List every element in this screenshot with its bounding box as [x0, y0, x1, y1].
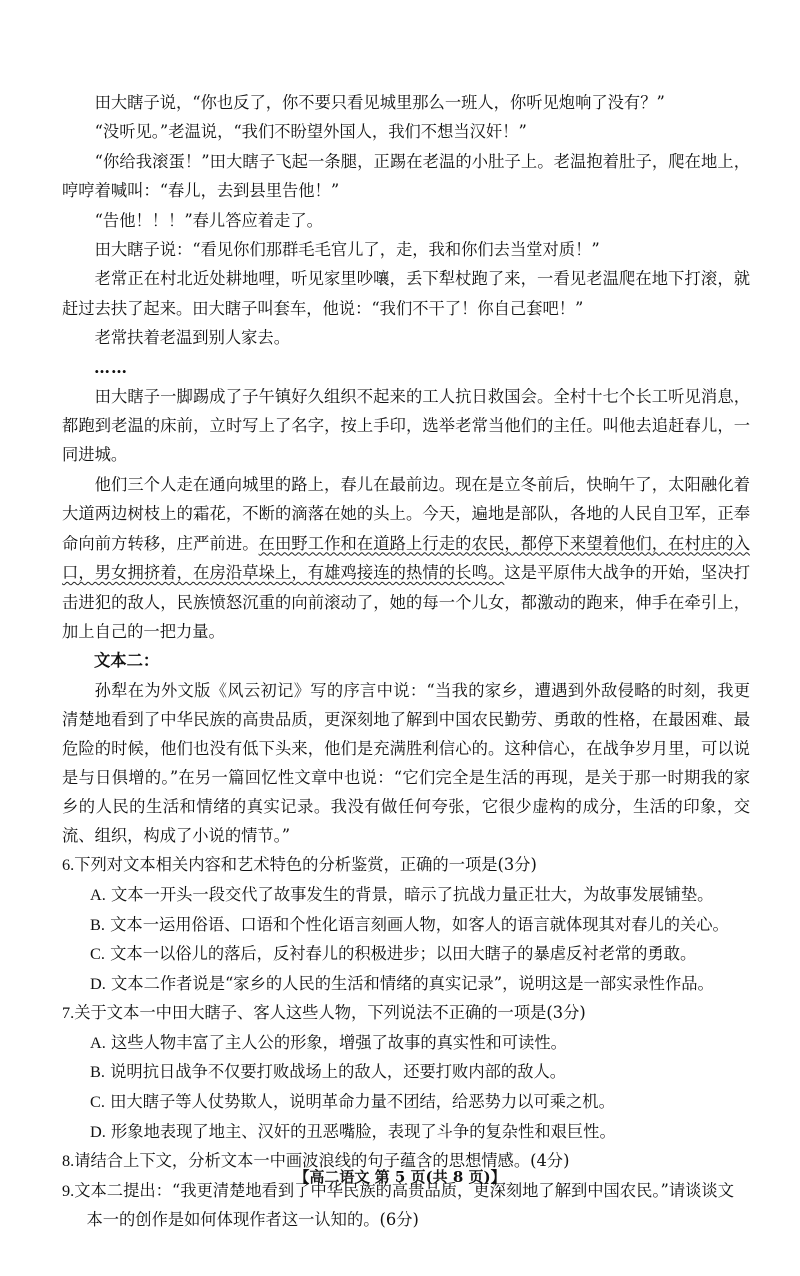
option-text: 文本一运用俗语、口语和个性化语言刻画人物，如客人的语言就体现其对春儿的关心。 [110, 914, 729, 934]
option-text: 这些人物丰富了主人公的形象，增强了故事的真实性和可读性。 [111, 1032, 567, 1052]
question-7-option-d [62, 1117, 750, 1147]
question-6-option-c [62, 939, 750, 969]
text2-heading: 文本二： [94, 651, 160, 671]
option-letter: C. [90, 944, 105, 964]
question-stem: 关于文本一中田大瞎子、客人这些人物，下列说法不正确的一项是(3分) [74, 1003, 586, 1023]
text1-paragraph: 田大瞎子说：“看见你们那群毛毛官儿了，走，我和你们去当堂对质！” [94, 240, 600, 260]
question-7 [62, 998, 750, 1028]
option-text: 田大瞎子等人仗势欺人，说明革命力量不团结，给恶势力以可乘之机。 [110, 1092, 615, 1112]
question-7-option-c [62, 1087, 750, 1117]
question-number: 8. [62, 1151, 75, 1171]
text1-paragraph: “没听见。”老温说，“我们不盼望外国人，我们不想当汉奸！” [94, 122, 527, 142]
option-letter: D. [90, 973, 106, 993]
text1-paragraph: “你给我滚蛋！”田大瞎子飞起一条腿，正踢在老温的小肚子上。老温抱着肚子，爬在地上，哼哼着喊叫：“春儿，去到县里告他！” [62, 151, 750, 201]
question-6-option-d [62, 969, 750, 999]
text1-paragraph: “告他！！！”春儿答应着走了。 [94, 210, 323, 230]
option-letter: B. [90, 1062, 105, 1082]
option-letter: A. [90, 1032, 106, 1052]
final-paragraph-start: 他们三个人走在通向城里的路上，春儿在最前边。现在是立冬前后，快晌午了，太阳融化着大道两边树枝上的霜花，不断的滴落在她的头上。今天，遍地是部队，各地的人民自卫军，正奉命向前方转移，庄严前进。 [62, 474, 750, 553]
question-6-option-a [62, 880, 750, 910]
text1-paragraph: 老常扶着老温到别人家去。 [94, 328, 290, 348]
question-number: 7. [62, 1003, 75, 1023]
text1-paragraph: 田大瞎子一脚踢成了子午镇好久组织不起来的工人抗日救国会。全村十七个长工听见消息，都跑到老温的床前，立时写上了名字，按上手印，选举老常当他们的主任。叫他去追赶春儿，一同进城。 [62, 386, 750, 465]
final-paragraph-end: 这是平原伟大战争的开始，坚决打击进犯的敌人，民族愤怒沉重的向前滚动了，她的每一个儿女，都激动的跑来，伸手在牵引上，加上自己的一把力量。 [62, 563, 750, 641]
omission-ellipsis: …… [94, 357, 128, 377]
option-text: 文本二作者说是“家乡的人民的生活和情绪的真实记录”，说明这是一部实录性作品。 [111, 973, 714, 993]
option-letter: C. [90, 1092, 105, 1112]
question-7-option-a [62, 1028, 750, 1058]
option-letter: A. [90, 884, 106, 904]
option-text: 说明抗日战争不仅要打败战场上的敌人，还要打败内部的敌人。 [110, 1062, 567, 1082]
text2-paragraph: 孙犁在为外文版《风云初记》写的序言中说：“当我的家乡，遭遇到外敌侵略的时刻，我更清楚地看到了中华民族的高贵品质，更深刻地了解到中国农民勤劳、勇敢的性格，在最困难、最危险的时候，他们也没有低下头来，他们是充满胜利信心的。这种信心，在战争岁月里，可以说是与日俱增的。”在另一篇回忆性文章中也说：“它们完全是生活的再现，是关于那一时期我的家乡的人民的生活和情绪的真实记录。我没有做任何夸张，它很少虚构的成分，生活的印象，交流、组织，构成了小说的情节。” [62, 681, 750, 846]
option-text: 形象地表现了地主、汉奸的丑恶嘴脸，表现了斗争的复杂性和艰巨性。 [111, 1121, 616, 1141]
text1-paragraph: 田大瞎子说，“你也反了，你不要只看见城里那么一班人，你听见炮响了没有？” [94, 93, 665, 112]
text1-final-paragraph [62, 470, 750, 646]
question-stem: 请结合上下文，分析文本一中画波浪线的句子蕴含的思想情感。(4分) [74, 1151, 570, 1171]
page-footer: 【高二语文 第 5 页(共 8 页)】 [294, 1168, 506, 1186]
question-6 [62, 850, 750, 880]
question-number: 6. [62, 855, 75, 875]
question-number: 9. [62, 1180, 75, 1200]
question-stem: 文本二提出：“我更清楚地看到了中华民族的高贵品质，更深刻地了解到中国农民。”请谈谈文本一的创作是如何体现作者这一认知的。(6分) [74, 1180, 734, 1230]
question-stem: 下列对文本相关内容和艺术特色的分析鉴赏，正确的一项是(3分) [74, 855, 537, 875]
option-letter: D. [90, 1121, 106, 1141]
option-text: 文本一以俗儿的落后，反衬春儿的积极进步；以田大瞎子的暴虐反衬老常的勇敢。 [110, 944, 697, 964]
question-7-option-b [62, 1057, 750, 1087]
option-letter: B. [90, 914, 105, 934]
question-6-option-b [62, 910, 750, 940]
text1-paragraph: 老常正在村北近处耕地哩，听见家里吵嚷，丢下犁杖跑了来，一看见老温爬在地下打滚，就赶过去扶了起来。田大瞎子叫套车，他说：“我们不干了！你自己套吧！” [62, 269, 750, 318]
wavy-underlined-sentence: 在田野工作和在道路上行走的农民，都停下来望着他们，在村庄的入口，男女拥挤着，在房沿草垛上，有雄鸡接连的热情的长鸣。 [62, 533, 750, 583]
option-text: 文本一开头一段交代了故事发生的背景，暗示了抗战力量正壮大，为故事发展铺垫。 [111, 884, 714, 904]
